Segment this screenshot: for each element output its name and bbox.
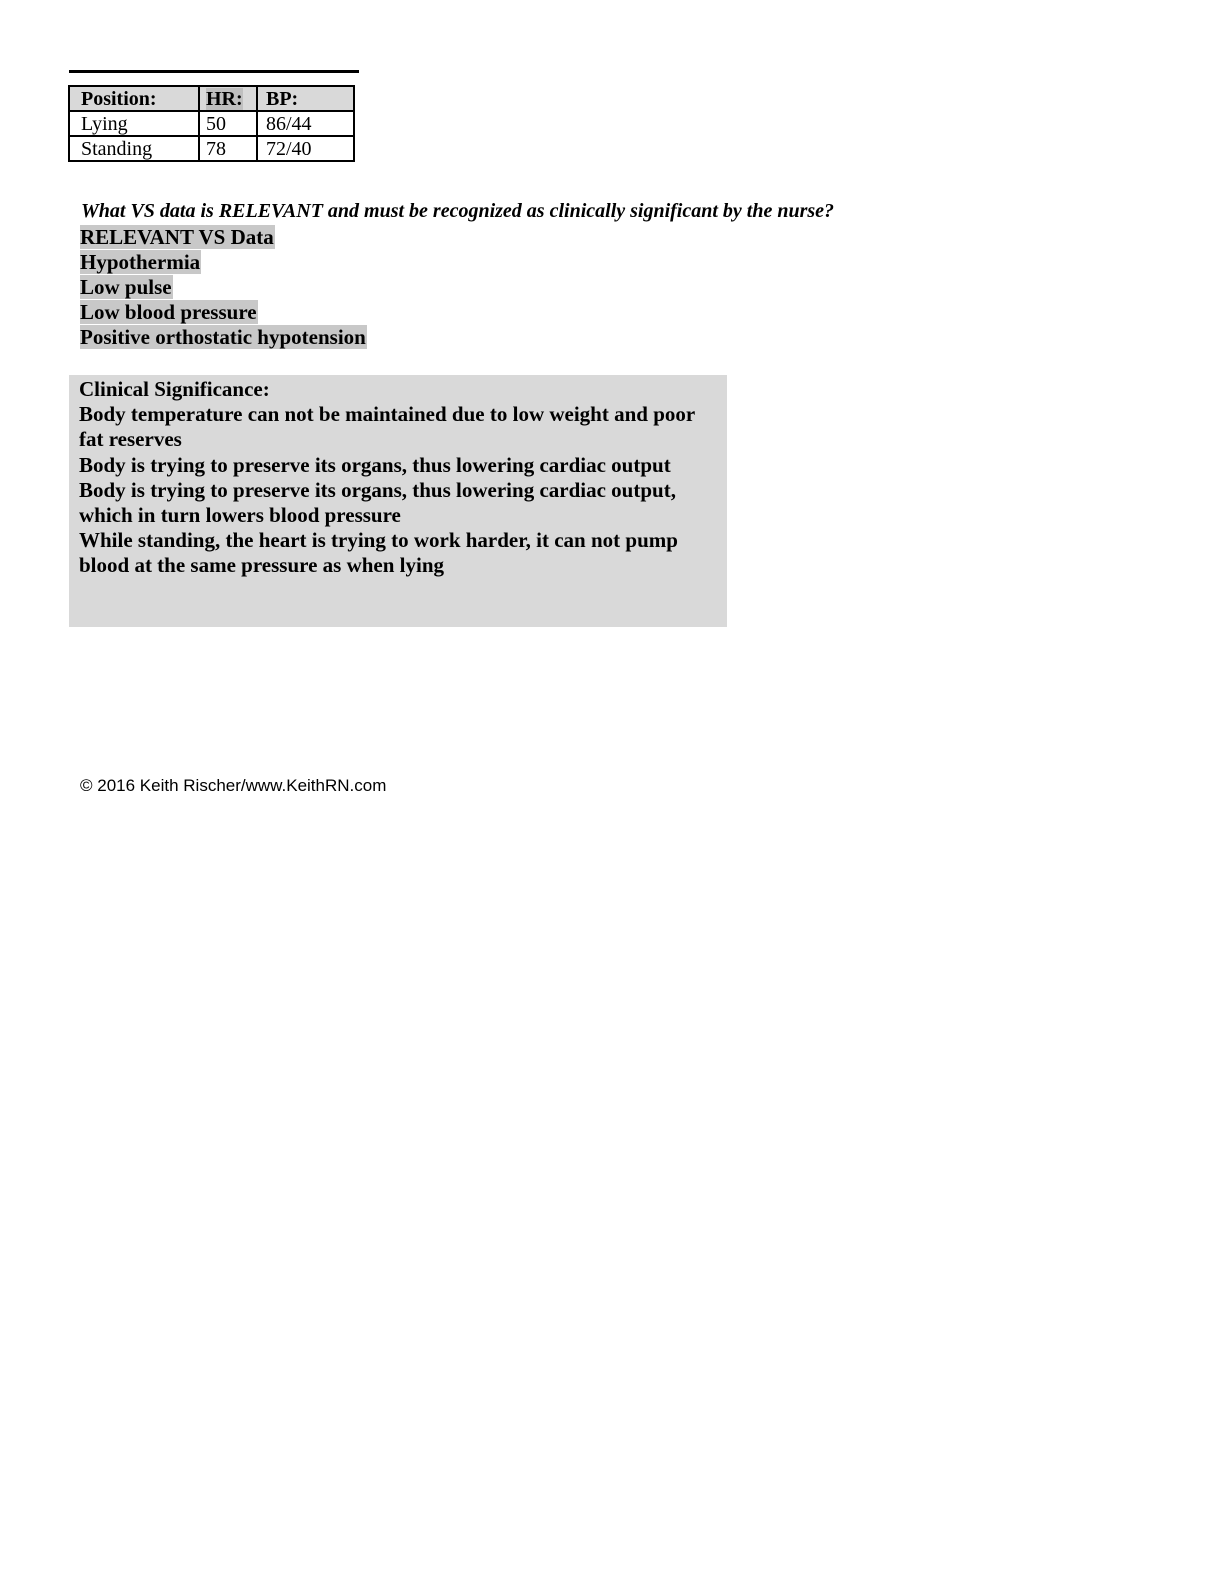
header-bp: BP:: [257, 86, 354, 111]
clinical-significance-box: [69, 375, 727, 627]
relevant-vs-list: [80, 225, 367, 350]
vital-signs-table: [68, 85, 355, 162]
header-position: Position:: [69, 86, 199, 111]
copyright-footer: © 2016 Keith Rischer/www.KeithRN.com: [80, 776, 387, 795]
table-row: [69, 111, 354, 136]
relevant-item-low-pulse: Low pulse: [80, 275, 172, 299]
cell-hr-lying: 50: [199, 111, 257, 136]
cell-bp-standing: 72/40: [257, 136, 354, 161]
relevant-heading-line: [80, 225, 367, 250]
header-hr: [199, 86, 257, 111]
question-text: What VS data is RELEVANT and must be recognized as clinically significant by the nurse?: [81, 200, 835, 222]
significance-item: Body is trying to preserve its organs, thus lowering cardiac output, which in turn lowers blood pressure: [79, 477, 676, 528]
significance-heading: Clinical Significance:: [79, 377, 270, 401]
cell-position-standing: Standing: [69, 136, 199, 161]
top-rule: [69, 70, 359, 73]
relevant-item-orthostatic: Positive orthostatic hypotension: [80, 325, 366, 349]
list-item: [80, 275, 367, 300]
significance-item: While standing, the heart is trying to work harder, it can not pump blood at the same pressure as when lying: [79, 528, 678, 578]
header-hr-label: HR:: [206, 88, 243, 110]
significance-item: Body is trying to preserve its organs, thus lowering cardiac output: [79, 452, 671, 477]
cell-position-lying: Lying: [69, 111, 199, 136]
list-item: [80, 300, 367, 325]
relevant-heading: RELEVANT VS Data: [80, 225, 274, 249]
relevant-item-hypothermia: Hypothermia: [80, 250, 201, 274]
table-header-row: [69, 86, 354, 111]
list-item: [80, 250, 367, 275]
list-item: [80, 325, 367, 350]
table-row: [69, 136, 354, 161]
cell-hr-standing: 78: [199, 136, 257, 161]
relevant-item-low-bp: Low blood pressure: [80, 300, 257, 324]
cell-bp-lying: 86/44: [257, 111, 354, 136]
significance-item: Body temperature can not be maintained due to low weight and poor fat reserves: [79, 402, 695, 452]
